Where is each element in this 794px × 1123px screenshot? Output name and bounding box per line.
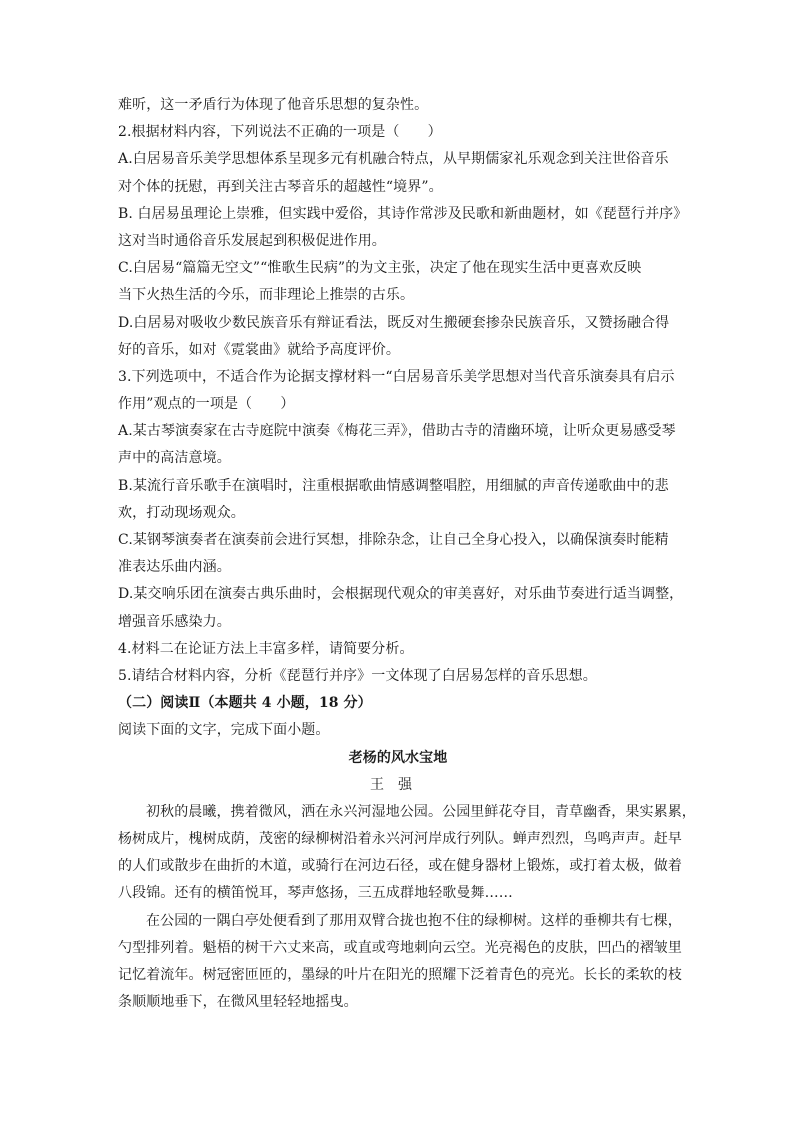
paragraph-line: 初秋的晨曦，携着微风，洒在永兴河湿地公园。公园里鲜花夺目，青草幽香，果实累累， — [146, 803, 696, 820]
article-author: 王强 — [370, 776, 426, 793]
question-3-stem: 作用”观点的一项是（ ） — [118, 396, 295, 413]
paragraph-line: 记忆着流年。树冠密匝匝的，墨绿的叶片在阳光的照耀下泛着青色的亮光。长长的柔软的枝 — [118, 967, 682, 983]
paragraph-line: 在公园的一隅白亭处便看到了那用双臂合拢也抱不住的绿柳树。这样的垂柳共有七棵， — [146, 912, 682, 929]
option-c-line: C.白居易“篇篇无空文”“惟歌生民病”的为文主张，决定了他在现实生活中更喜欢反映 — [118, 260, 642, 277]
option-d-line: 增强音乐感染力。 — [118, 613, 231, 630]
option-b-line: B.某流行音乐歌手在演唱时，注重根据歌曲情感调整唱腔，用细腻的声音传递歌曲中的悲 — [118, 477, 669, 494]
option-c-line: C.某钢琴演奏者在演奏前会进行冥想，排除杂念，让自己全身心投入，以确保演奏时能精 — [118, 532, 669, 548]
option-a-line: 声中的高洁意境。 — [118, 450, 231, 467]
instruction: 阅读下面的文字，完成下面小题。 — [118, 722, 330, 739]
question-3-stem: 3.下列选项中，不适合作为论据支撑材料一“白居易音乐美学思想对当代音乐演奏具有启示 — [118, 368, 675, 385]
document-page — [118, 92, 696, 1016]
paragraph-line: 杨树成片，槐树成荫，茂密的绿柳树沿着永兴河河岸成行列队。蝉声烈烈，鸟鸣声声。赶早 — [118, 831, 682, 848]
paragraph-line: 条顺顺地垂下，在微风里轻轻地摇曳。 — [118, 994, 358, 1011]
question-2-stem: 2.根据材料内容，下列说法不正确的一项是（ ） — [118, 124, 442, 141]
paragraph-line: 八段锦。还有的横笛悦耳，琴声悠扬，三五成群地轻歌曼舞…… — [118, 885, 513, 902]
paragraph-line: 的人们或散步在曲折的木道，或骑行在河边石径，或在健身器材上锻炼，或打着太极，做着 — [118, 858, 682, 875]
option-d-line: 好的音乐，如对《霓裳曲》就给予高度评价。 — [118, 341, 400, 358]
option-a-line: A.某古琴演奏家在古寺庭院中演奏《梅花三弄》，借助古寺的清幽环境，让听众更易感受琴 — [118, 423, 676, 440]
option-d-line: D.某交响乐团在演奏古典乐曲时，会根据现代观众的审美喜好，对乐曲节奏进行适当调整， — [118, 586, 684, 603]
option-d-line: D.白居易对吸收少数民族音乐有辩证看法，既反对生搬硬套掺杂民族音乐，又赞扬融合得 — [118, 314, 670, 331]
option-b-line: B. 白居易虽理论上崇雅，但实践中爱俗，其诗作常涉及民歌和新曲题材，如《琵琶行并序》 — [118, 205, 688, 222]
option-b-line: 这对当时通俗音乐发展起到积极促进作用。 — [118, 232, 386, 249]
option-a-line: A.白居易音乐美学思想体系呈现多元有机融合特点，从早期儒家礼乐观念到关注世俗音乐 — [118, 151, 669, 168]
option-c-line: 准表达乐曲内涵。 — [118, 559, 231, 576]
option-a-line: 对个体的抚慰，再到关注古琴音乐的超越性“境界”。 — [118, 178, 443, 195]
article-title: 老杨的风水宝地 — [348, 749, 448, 766]
text-line: 难听，这一矛盾行为体现了他音乐思想的复杂性。 — [118, 97, 429, 113]
option-b-line: 欢，打动现场观众。 — [118, 504, 245, 521]
option-c-line: 当下火热生活的今乐，而非理论上推崇的古乐。 — [118, 287, 415, 304]
question-5: 5.请结合材料内容，分析《琵琶行并序》一文体现了白居易怎样的音乐思想。 — [118, 667, 597, 684]
section-heading: （二）阅读Ⅱ（本题共 4 小题，18 分） — [118, 695, 372, 712]
paragraph-line: 勺型排列着。魁梧的树干六丈来高，或直或弯地刺向云空。光亮褐色的皮肤，凹凸的褶皱里 — [118, 939, 682, 956]
question-4: 4.材料二在论证方法上丰富多样，请简要分析。 — [118, 640, 414, 657]
